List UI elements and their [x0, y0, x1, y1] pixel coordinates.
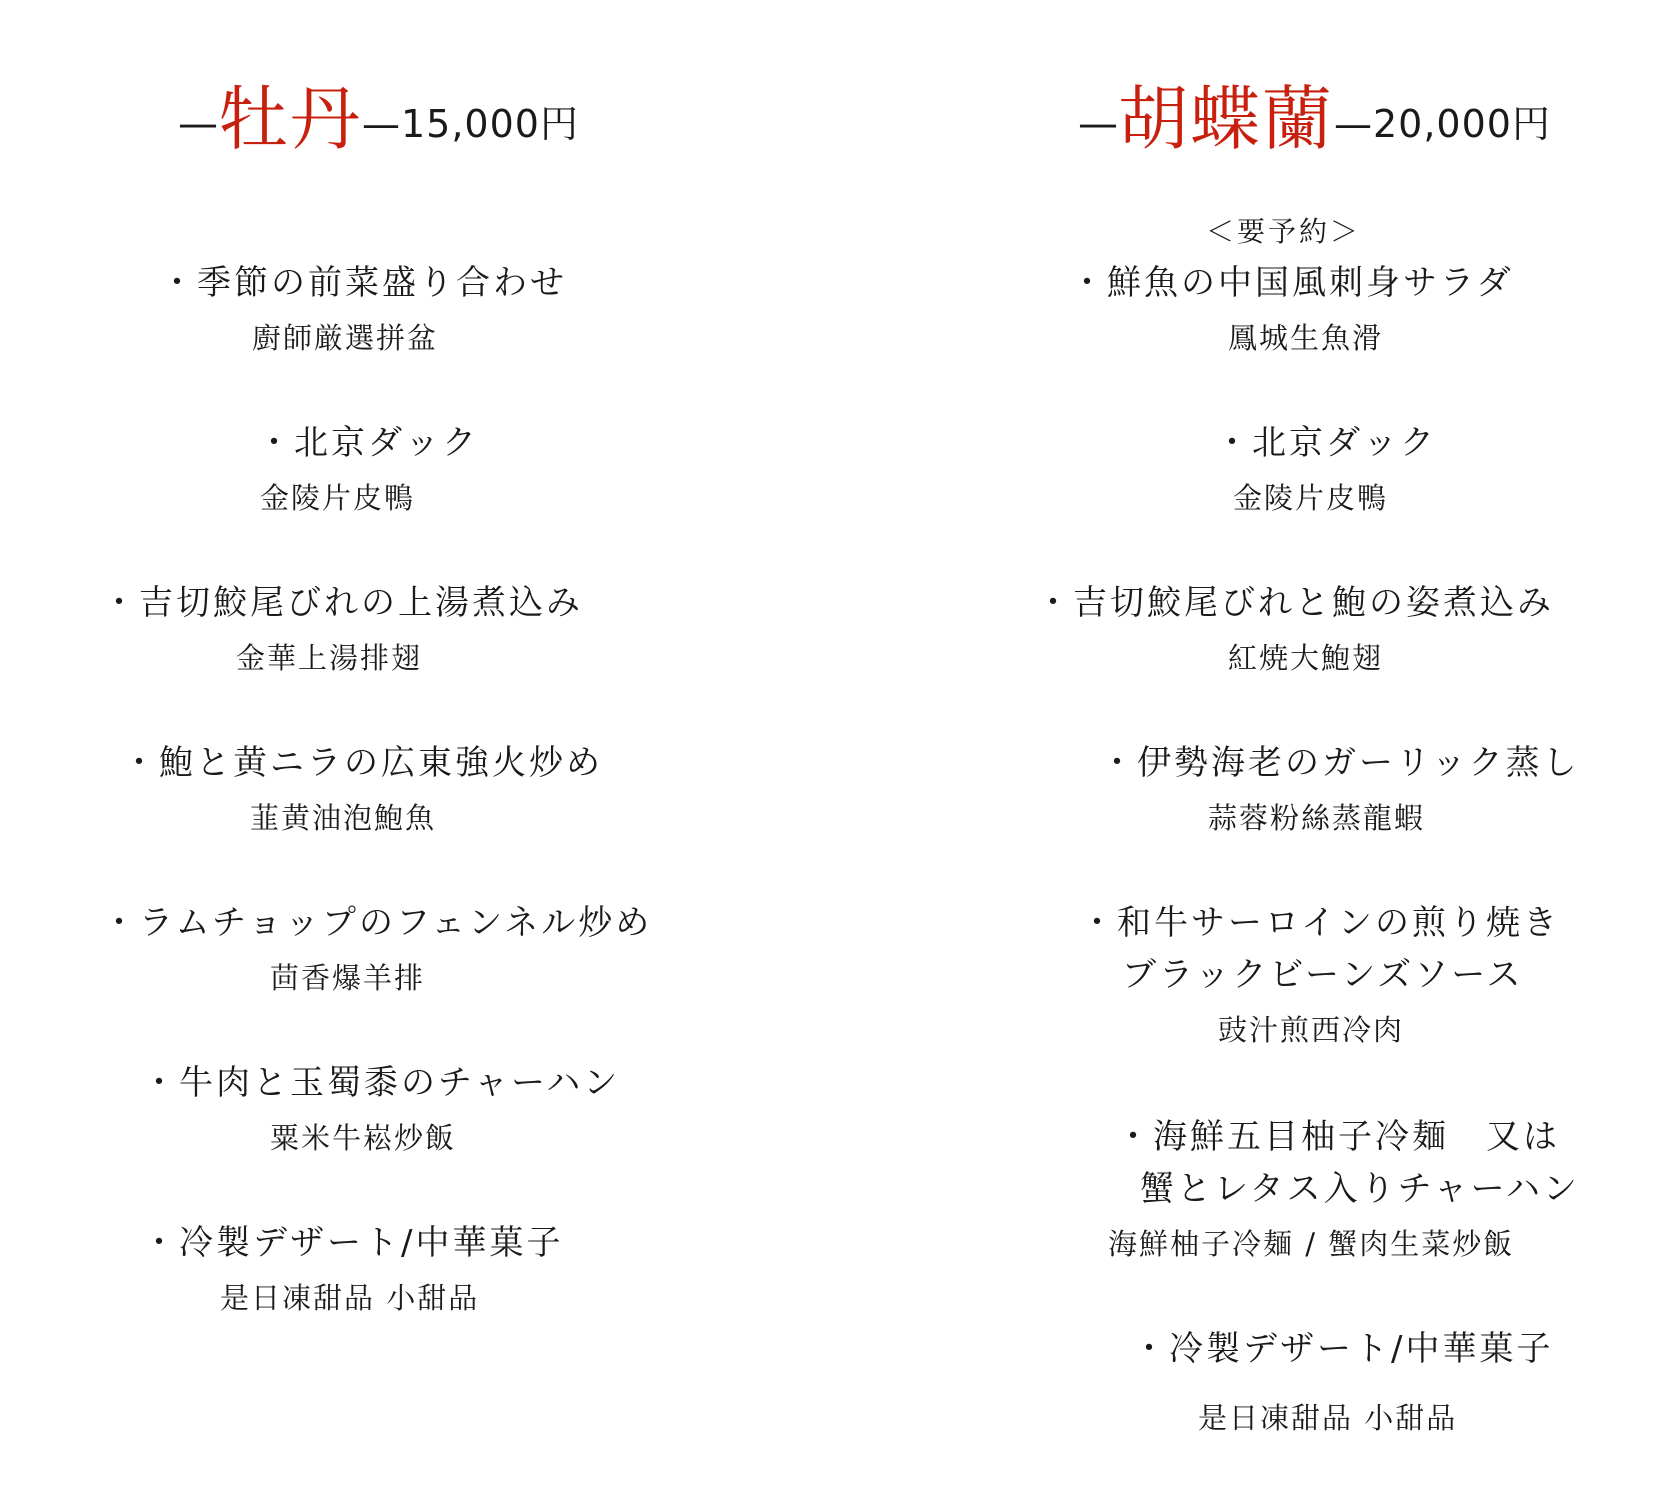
course-title-kochoran	[1078, 78, 1551, 160]
dish-chinese-name: 茴香爆羊排	[270, 961, 426, 995]
dish-chinese-name: 海鮮柚子冷麺 / 蟹肉生菜炒飯	[1108, 1227, 1515, 1261]
dish-name: ・冷製デザート/中華菓子	[142, 1223, 564, 1263]
dish-chinese-name: 豉汁煎西冷肉	[1218, 1013, 1405, 1047]
course-price: —20,000円	[1334, 102, 1551, 146]
dish-chinese-name: 蒜蓉粉絲蒸龍蝦	[1208, 801, 1426, 835]
dish-chinese-name: 是日凍甜品 小甜品	[1198, 1401, 1458, 1435]
dish-name: ・冷製デザート/中華菓子	[1132, 1329, 1554, 1369]
dish-chinese-name: 金陵片皮鴨	[260, 481, 416, 515]
dish-name: ・北京ダック	[1215, 423, 1437, 463]
dish-chinese-name: 粟米牛崧炒飯	[270, 1121, 457, 1155]
dish-name: ・吉切鮫尾びれの上湯煮込み	[102, 583, 583, 623]
dish-name: ・ラムチョップのフェンネル炒め	[102, 903, 653, 943]
dish-name-line2: 蟹とレタス入りチャーハン	[1140, 1169, 1580, 1209]
dish-chinese-name: 韮黄油泡鮑魚	[250, 801, 437, 835]
dish-name: ・海鮮五目柚子冷麺 又は	[1116, 1117, 1560, 1157]
dish-chinese-name: 廚師厳選拼盆	[252, 321, 439, 355]
dish-name: ・牛肉と玉蜀黍のチャーハン	[142, 1063, 621, 1103]
dish-name: ・季節の前菜盛り合わせ	[160, 263, 567, 303]
dish-name: ・鮮魚の中国風刺身サラダ	[1070, 263, 1514, 303]
dish-chinese-name: 紅焼大鮑翅	[1228, 641, 1384, 675]
dish-chinese-name: 金陵片皮鴨	[1233, 481, 1389, 515]
dish-name: ・北京ダック	[257, 423, 479, 463]
dish-name-line2: ブラックビーンズソース	[1122, 955, 1524, 995]
dish-name: ・伊勢海老のガーリック蒸し	[1100, 743, 1580, 783]
title-dash: —	[178, 101, 218, 147]
reservation-note: ＜要予約＞	[1206, 215, 1362, 248]
dish-chinese-name: 是日凍甜品 小甜品	[220, 1281, 480, 1315]
title-dash: —	[1078, 101, 1118, 147]
dish-chinese-name: 金華上湯排翅	[236, 641, 423, 675]
dish-name: ・吉切鮫尾びれと鮑の姿煮込み	[1036, 583, 1554, 623]
course-title-botan	[178, 78, 579, 160]
course-name: 胡蝶蘭	[1118, 78, 1334, 160]
dish-name: ・和牛サーロインの煎り焼き	[1080, 903, 1560, 943]
dish-chinese-name: 鳳城生魚滑	[1228, 321, 1384, 355]
dish-name: ・鮑と黄ニラの広東強火炒め	[122, 743, 603, 783]
course-price: —15,000円	[362, 102, 579, 146]
course-name: 牡丹	[218, 78, 362, 160]
